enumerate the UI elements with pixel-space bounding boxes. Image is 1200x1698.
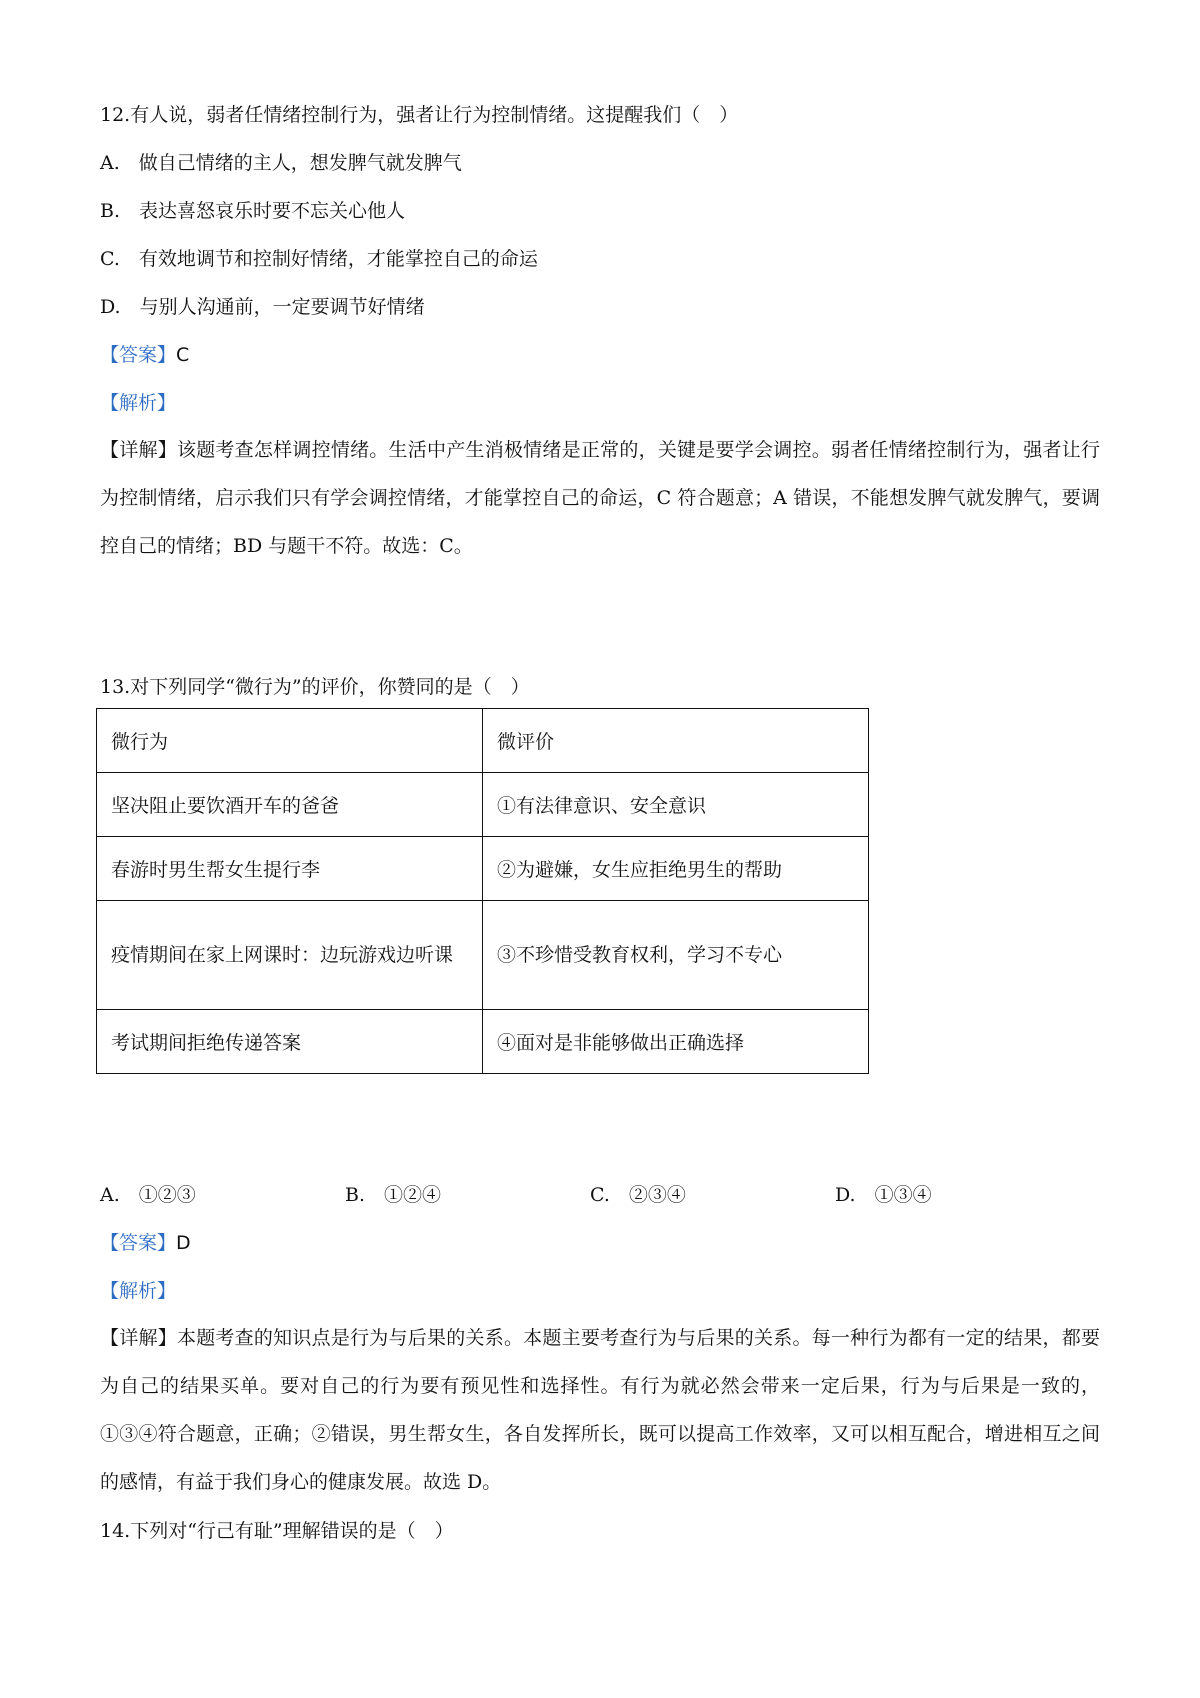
q12-option-d: D. 与别人沟通前，一定要调节好情绪 bbox=[100, 296, 425, 318]
q13-option-c: C. ②③④ bbox=[590, 1184, 686, 1206]
q12-option-a: A. 做自己情绪的主人，想发脾气就发脾气 bbox=[100, 152, 462, 174]
answer-label: 【答案】 bbox=[100, 1232, 177, 1254]
answer-value: C bbox=[176, 344, 190, 366]
q12-detail bbox=[100, 426, 1100, 570]
q13-option-a: A. ①②③ bbox=[100, 1184, 196, 1206]
table-row bbox=[97, 837, 869, 901]
q13-option-b: B. ①②④ bbox=[345, 1184, 442, 1206]
answer-label: 【答案】 bbox=[100, 344, 177, 366]
detail-label: 【详解】 bbox=[100, 1327, 177, 1349]
table-cell: 春游时男生帮女生提行李 bbox=[97, 837, 483, 901]
table-header: 微行为 bbox=[97, 709, 483, 773]
detail-text: 该题考查怎样调控情绪。生活中产生消极情绪是正常的，关键是要学会调控。弱者任情绪控制行为，强者让行为控制情绪，启示我们只有学会调控情绪，才能掌控自己的命运，C 符合题意；A 错误，不能想发脾气就发脾气，要调控自己的情绪；BD 与题干不符。故选：C。 bbox=[100, 439, 1100, 557]
q13-stem: 13.对下列同学“微行为”的评价，你赞同的是（ ） bbox=[100, 676, 530, 698]
table-cell: ③不珍惜受教育权利，学习不专心 bbox=[483, 901, 869, 1010]
detail-label: 【详解】 bbox=[100, 439, 177, 461]
table-header-row bbox=[97, 709, 869, 773]
table-cell: ④面对是非能够做出正确选择 bbox=[483, 1010, 869, 1074]
q12-option-c: C. 有效地调节和控制好情绪，才能掌控自己的命运 bbox=[100, 248, 538, 270]
table-row bbox=[97, 773, 869, 837]
q12-option-b: B. 表达喜怒哀乐时要不忘关心他人 bbox=[100, 200, 406, 222]
q14-stem: 14.下列对“行己有耻”理解错误的是（ ） bbox=[100, 1520, 454, 1542]
q12-stem: 12.有人说，弱者任情绪控制行为，强者让行为控制情绪。这提醒我们（ ） bbox=[100, 104, 739, 126]
table-cell: 坚决阻止要饮酒开车的爸爸 bbox=[97, 773, 483, 837]
table-row bbox=[97, 901, 869, 1010]
q13-answer bbox=[100, 1228, 191, 1255]
q13-analysis-label: 【解析】 bbox=[100, 1280, 177, 1302]
q13-table bbox=[96, 708, 869, 1074]
q13-option-d: D. ①③④ bbox=[835, 1184, 932, 1206]
table-cell: 疫情期间在家上网课时：边玩游戏边听课 bbox=[97, 901, 483, 1010]
q13-detail bbox=[100, 1314, 1100, 1506]
table-header: 微评价 bbox=[483, 709, 869, 773]
table-cell: 考试期间拒绝传递答案 bbox=[97, 1010, 483, 1074]
detail-text: 本题考查的知识点是行为与后果的关系。本题主要考查行为与后果的关系。每一种行为都有一定的结果，都要为自己的结果买单。要对自己的行为要有预见性和选择性。有行为就必然会带来一定后果，行为与后果是一致的，①③④符合题意，正确；②错误，男生帮女生，各自发挥所长，既可以提高工作效率，又可以相互配合，增进相互之间的感情，有益于我们身心的健康发展。故选 D。 bbox=[100, 1327, 1100, 1493]
table-row bbox=[97, 1010, 869, 1074]
q12-analysis-label: 【解析】 bbox=[100, 392, 177, 414]
q12-answer bbox=[100, 340, 189, 367]
answer-value: D bbox=[176, 1232, 191, 1254]
table-cell: ②为避嫌，女生应拒绝男生的帮助 bbox=[483, 837, 869, 901]
table-cell: ①有法律意识、安全意识 bbox=[483, 773, 869, 837]
